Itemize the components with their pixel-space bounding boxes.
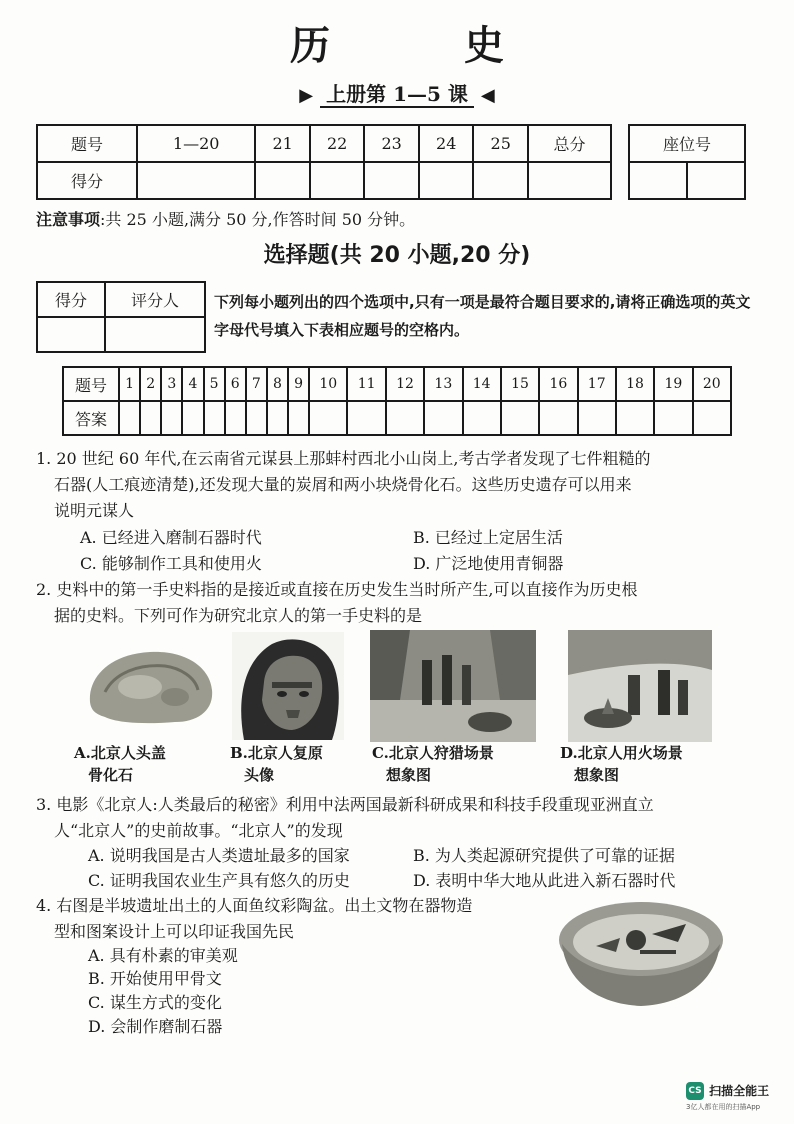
grader-name-label: 评分人 [105, 282, 205, 317]
score-label: 得分 [37, 162, 137, 199]
question-4 [36, 893, 556, 945]
answer-blank-cell[interactable] [386, 401, 424, 435]
caption-line: 想象图 [386, 766, 432, 784]
q3-option-b: B. 为人类起源研究提供了可靠的证据 [413, 846, 675, 865]
caption-line: 头像 [244, 766, 275, 784]
section-title: 选择题(共 20 小题,20 分) [263, 243, 531, 268]
answer-blank-cell[interactable] [347, 401, 385, 435]
skull-fossil-image [80, 632, 220, 732]
question-text: 型和图案设计上可以印证我国先民 [54, 922, 295, 941]
answer-number-cell: 19 [654, 367, 692, 401]
answer-blank-cell[interactable] [424, 401, 462, 435]
answer-blank-row [63, 401, 731, 435]
score-blank[interactable] [137, 162, 255, 199]
answer-number-cell: 18 [616, 367, 654, 401]
answer-blank-cell[interactable] [267, 401, 288, 435]
caption-line: B.北京人复原 [230, 744, 323, 762]
answer-blank-cell[interactable] [182, 401, 203, 435]
subtitle [0, 78, 794, 107]
caption-line: C.北京人狩猎场景 [372, 744, 494, 762]
q1-option-b: B. 已经过上定居生活 [413, 528, 563, 547]
question-text: 人“北京人”的史前故事。“北京人”的发现 [54, 821, 343, 840]
seat-table [628, 124, 746, 200]
answer-blank-cell[interactable] [140, 401, 161, 435]
q1-option-d: D. 广泛地使用青铜器 [413, 554, 564, 573]
answer-blank-cell[interactable] [539, 401, 577, 435]
answer-number-cell: 11 [347, 367, 385, 401]
answer-number-cell: 12 [386, 367, 424, 401]
caption-line: D.北京人用火场景 [560, 744, 683, 762]
arrow-left-icon: ◀ [480, 85, 495, 106]
answer-number-row [63, 367, 731, 401]
score-blank[interactable] [419, 162, 474, 199]
answer-number-cell: 8 [267, 367, 288, 401]
question-1 [36, 446, 756, 524]
score-blank[interactable] [364, 162, 419, 199]
answer-number-cell: 2 [140, 367, 161, 401]
score-cell: 23 [364, 125, 419, 162]
answer-header-label: 题号 [63, 367, 119, 401]
question-text: 据的史料。下列可作为研究北京人的第一手史料的是 [54, 606, 423, 625]
grader-score-blank[interactable] [37, 317, 105, 352]
answer-label: 答案 [63, 401, 119, 435]
answer-blank-cell[interactable] [616, 401, 654, 435]
q2-option-d [560, 742, 683, 786]
answer-blank-cell[interactable] [161, 401, 182, 435]
seat-blank[interactable] [629, 162, 687, 199]
q4-option-a: A. 具有朴素的审美观 [88, 946, 238, 965]
caption-line: 想象图 [574, 766, 620, 784]
score-table-score-row [37, 162, 611, 199]
answer-number-cell: 20 [693, 367, 731, 401]
answer-number-cell: 3 [161, 367, 182, 401]
answer-number-cell: 10 [309, 367, 347, 401]
question-3 [36, 792, 756, 844]
question-2 [36, 577, 756, 629]
answer-blank-cell[interactable] [246, 401, 267, 435]
reconstructed-head-image [232, 632, 344, 740]
scanner-watermark [686, 1080, 786, 1112]
answer-blank-cell[interactable] [463, 401, 501, 435]
score-cell: 25 [473, 125, 528, 162]
answer-blank-cell[interactable] [501, 401, 539, 435]
grader-score-label: 得分 [37, 282, 105, 317]
notice-text: :共 25 小题,满分 50 分,作答时间 50 分钟。 [100, 210, 416, 229]
q4-option-b: B. 开始使用甲骨文 [88, 969, 222, 988]
hunting-scene-image [370, 630, 536, 742]
q4-option-d: D. 会制作磨制石器 [88, 1017, 223, 1036]
score-blank[interactable] [255, 162, 310, 199]
answer-blank-cell[interactable] [288, 401, 309, 435]
q3-option-a: A. 说明我国是古人类遗址最多的国家 [88, 846, 350, 865]
caption-line: A.北京人头盖 [74, 744, 166, 762]
page-title: 历 史 [290, 22, 564, 69]
answer-number-cell: 6 [225, 367, 246, 401]
answer-number-cell: 15 [501, 367, 539, 401]
q2-option-b [230, 742, 323, 786]
seat-blank[interactable] [687, 162, 745, 199]
question-text: 1. 20 世纪 60 年代,在云南省元谋县上那蚌村西北小山岗上,考古学者发现了七件粗糙的 [36, 449, 651, 468]
answer-blank-cell[interactable] [578, 401, 616, 435]
caption-line: 骨化石 [88, 766, 134, 784]
score-table [36, 124, 612, 200]
notice [36, 207, 415, 230]
arrow-right-icon: ▶ [299, 85, 314, 106]
answer-number-cell: 4 [182, 367, 203, 401]
answer-number-cell: 9 [288, 367, 309, 401]
score-blank[interactable] [528, 162, 611, 199]
camscanner-logo-icon: CS [686, 1082, 704, 1100]
instructions: 下列每小题列出的四个选项中,只有一项是最符合题目要求的,请将正确选项的英文字母代号填入下表相应题号的空格内。 [214, 293, 751, 339]
painted-pottery-basin-image [556, 894, 726, 1010]
answer-table [62, 366, 732, 436]
score-blank[interactable] [310, 162, 365, 199]
q2-option-a [74, 742, 166, 786]
watermark-name: 扫描全能王 [709, 1084, 770, 1098]
q3-option-d: D. 表明中华大地从此进入新石器时代 [413, 871, 676, 890]
answer-blank-cell[interactable] [693, 401, 731, 435]
q1-option-c: C. 能够制作工具和使用火 [80, 554, 262, 573]
grader-name-blank[interactable] [105, 317, 205, 352]
question-text: 4. 右图是半坡遗址出土的人面鱼纹彩陶盆。出土文物在器物造 [36, 896, 473, 915]
score-cell: 题号 [37, 125, 137, 162]
score-cell: 总分 [528, 125, 611, 162]
seat-label: 座位号 [629, 125, 745, 162]
notice-label: 注意事项 [36, 210, 101, 229]
subtitle-text: 上册第 1—5 课 [320, 82, 474, 108]
answer-blank-cell[interactable] [225, 401, 246, 435]
score-blank[interactable] [473, 162, 528, 199]
score-cell: 1—20 [137, 125, 255, 162]
answer-blank-cell[interactable] [309, 401, 347, 435]
question-text: 3. 电影《北京人:人类最后的秘密》利用中法两国最新科研成果和科技手段重现亚洲直立 [36, 795, 654, 814]
answer-number-cell: 14 [463, 367, 501, 401]
answer-number-cell: 5 [204, 367, 225, 401]
answer-blank-cell[interactable] [654, 401, 692, 435]
q4-option-c: C. 谋生方式的变化 [88, 993, 222, 1012]
answer-number-cell: 7 [246, 367, 267, 401]
score-table-header-row [37, 125, 611, 162]
answer-blank-cell[interactable] [119, 401, 140, 435]
answer-blank-cell[interactable] [204, 401, 225, 435]
score-cell: 22 [310, 125, 365, 162]
q3-option-c: C. 证明我国农业生产具有悠久的历史 [88, 871, 350, 890]
question-text: 说明元谋人 [54, 501, 135, 520]
q2-option-c [372, 742, 494, 786]
score-cell: 24 [419, 125, 474, 162]
answer-number-cell: 1 [119, 367, 140, 401]
watermark-tagline: 3亿人都在用的扫描App [686, 1102, 761, 1111]
answer-number-cell: 17 [578, 367, 616, 401]
q1-option-a: A. 已经进入磨制石器时代 [80, 528, 262, 547]
question-text: 2. 史料中的第一手史料指的是接近或直接在历史发生当时所产生,可以直接作为历史根 [36, 580, 638, 599]
score-cell: 21 [255, 125, 310, 162]
question-text: 石器(人工痕迹清楚),还发现大量的炭屑和两小块烧骨化石。这些历史遗存可以用来 [54, 475, 632, 494]
answer-number-cell: 13 [424, 367, 462, 401]
answer-number-cell: 16 [539, 367, 577, 401]
grader-table [36, 281, 206, 353]
fire-use-scene-image [568, 630, 712, 742]
